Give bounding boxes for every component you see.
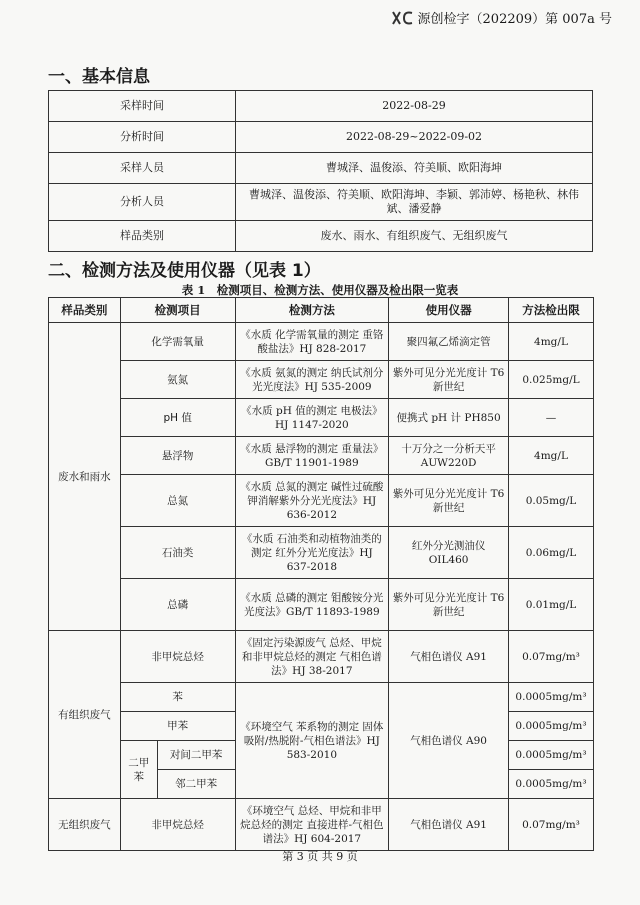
- category-cell: 废水和雨水: [49, 323, 121, 631]
- info-label: 分析人员: [49, 184, 236, 221]
- instrument-cell: 气相色谱仪 A91: [389, 631, 509, 683]
- limit-cell: 0.01mg/L: [508, 579, 593, 631]
- item-cell: 化学需氧量: [120, 323, 235, 361]
- method-cell: 《水质 化学需氧量的测定 重铬酸盐法》HJ 828-2017: [235, 323, 389, 361]
- info-label: 采样人员: [49, 153, 236, 184]
- category-cell: 有组织废气: [49, 631, 121, 799]
- methods-table: [48, 297, 594, 851]
- xylene-group-cell: 二甲苯: [120, 741, 157, 799]
- table-row: [49, 153, 593, 184]
- item-cell: 非甲烷总烃: [120, 631, 235, 683]
- table-row: [49, 579, 594, 631]
- column-header: 检测项目: [120, 298, 235, 323]
- item-cell: 悬浮物: [120, 437, 235, 475]
- table-row: [49, 475, 594, 527]
- instrument-cell: 便携式 pH 计 PH850: [389, 399, 509, 437]
- limit-cell: 4mg/L: [508, 437, 593, 475]
- limit-cell: 0.0005mg/m³: [508, 712, 593, 741]
- report-header: [392, 8, 612, 27]
- basic-info-table: [48, 90, 593, 252]
- method-cell: 《环境空气 总烃、甲烷和非甲烷总烃的测定 直接进样-气相色谱法》HJ 604-2017: [235, 799, 389, 851]
- report-number: 源创检字（202209）第 007a 号: [417, 12, 612, 27]
- column-header: 使用仪器: [389, 298, 509, 323]
- table-row: [49, 799, 594, 851]
- table-row: [49, 361, 594, 399]
- limit-cell: 0.07mg/m³: [508, 799, 593, 851]
- page-number: 第 3 页 共 9 页: [282, 850, 358, 863]
- table-header-row: [49, 298, 594, 323]
- table-row: [49, 122, 593, 153]
- item-cell: 苯: [120, 683, 235, 712]
- info-label: 样品类别: [49, 221, 236, 252]
- limit-cell: —: [508, 399, 593, 437]
- category-cell: 无组织废气: [49, 799, 121, 851]
- instrument-cell: 红外分光测油仪 OIL460: [389, 527, 509, 579]
- item-cell: 对间二甲苯: [157, 741, 235, 770]
- item-cell: 总氮: [120, 475, 235, 527]
- method-cell: 《环境空气 苯系物的测定 固体吸附/热脱附-气相色谱法》HJ 583-2010: [235, 683, 389, 799]
- info-value: 2022-08-29~2022-09-02: [236, 122, 593, 153]
- item-cell: 邻二甲苯: [157, 770, 235, 799]
- item-cell: 甲苯: [120, 712, 235, 741]
- table-row: [49, 221, 593, 252]
- limit-cell: 4mg/L: [508, 323, 593, 361]
- table-row: [49, 527, 594, 579]
- info-value: 废水、雨水、有组织废气、无组织废气: [236, 221, 593, 252]
- table-row: [49, 437, 594, 475]
- section-basic-info-title: 一、基本信息: [48, 67, 150, 87]
- limit-cell: 0.06mg/L: [508, 527, 593, 579]
- method-cell: 《水质 总氮的测定 碱性过硫酸钾消解紫外分光光度法》HJ 636-2012: [235, 475, 389, 527]
- info-label: 采样时间: [49, 91, 236, 122]
- limit-cell: 0.0005mg/m³: [508, 741, 593, 770]
- instrument-cell: 气相色谱仪 A91: [389, 799, 509, 851]
- method-cell: 《水质 氨氮的测定 纳氏试剂分光光度法》HJ 535-2009: [235, 361, 389, 399]
- info-value: 2022-08-29: [236, 91, 593, 122]
- table-row: [49, 184, 593, 221]
- instrument-cell: 气相色谱仪 A90: [389, 683, 509, 799]
- table-row: [49, 399, 594, 437]
- instrument-cell: 紫外可见分光光度计 T6 新世纪: [389, 361, 509, 399]
- table-row: [49, 683, 594, 712]
- instrument-cell: 紫外可见分光光度计 T6 新世纪: [389, 579, 509, 631]
- method-cell: 《水质 石油类和动植物油类的测定 红外分光光度法》HJ 637-2018: [235, 527, 389, 579]
- limit-cell: 0.05mg/L: [508, 475, 593, 527]
- instrument-cell: 紫外可见分光光度计 T6 新世纪: [389, 475, 509, 527]
- column-header: 检测方法: [235, 298, 389, 323]
- limit-cell: 0.0005mg/m³: [508, 683, 593, 712]
- method-cell: 《水质 悬浮物的测定 重量法》GB/T 11901-1989: [235, 437, 389, 475]
- item-cell: 总磷: [120, 579, 235, 631]
- info-label: 分析时间: [49, 122, 236, 153]
- info-value: 曹城泽、温俊添、符美顺、欧阳海坤: [236, 153, 593, 184]
- table-row: [49, 91, 593, 122]
- method-cell: 《水质 总磷的测定 钼酸铵分光光度法》GB/T 11893-1989: [235, 579, 389, 631]
- company-logo-icon: [392, 11, 414, 25]
- limit-cell: 0.0005mg/m³: [508, 770, 593, 799]
- instrument-cell: 十万分之一分析天平 AUW220D: [389, 437, 509, 475]
- column-header: 方法检出限: [508, 298, 593, 323]
- table-row: [49, 631, 594, 683]
- method-cell: 《水质 pH 值的测定 电极法》HJ 1147-2020: [235, 399, 389, 437]
- section-methods-title: 二、检测方法及使用仪器（见表 1）: [48, 261, 321, 281]
- limit-cell: 0.025mg/L: [508, 361, 593, 399]
- table-caption: 表 1 检测项目、检测方法、使用仪器及检出限一览表: [181, 283, 459, 297]
- method-cell: 《固定污染源废气 总烃、甲烷和非甲烷总烃的测定 气相色谱法》HJ 38-2017: [235, 631, 389, 683]
- item-cell: 非甲烷总烃: [120, 799, 235, 851]
- table-row: [49, 323, 594, 361]
- item-cell: pH 值: [120, 399, 235, 437]
- info-value: 曹城泽、温俊添、符美顺、欧阳海坤、李颖、郭沛婷、杨艳秋、林伟斌、潘爱静: [236, 184, 593, 221]
- item-cell: 氨氮: [120, 361, 235, 399]
- instrument-cell: 聚四氟乙烯滴定管: [389, 323, 509, 361]
- limit-cell: 0.07mg/m³: [508, 631, 593, 683]
- item-cell: 石油类: [120, 527, 235, 579]
- column-header: 样品类别: [49, 298, 121, 323]
